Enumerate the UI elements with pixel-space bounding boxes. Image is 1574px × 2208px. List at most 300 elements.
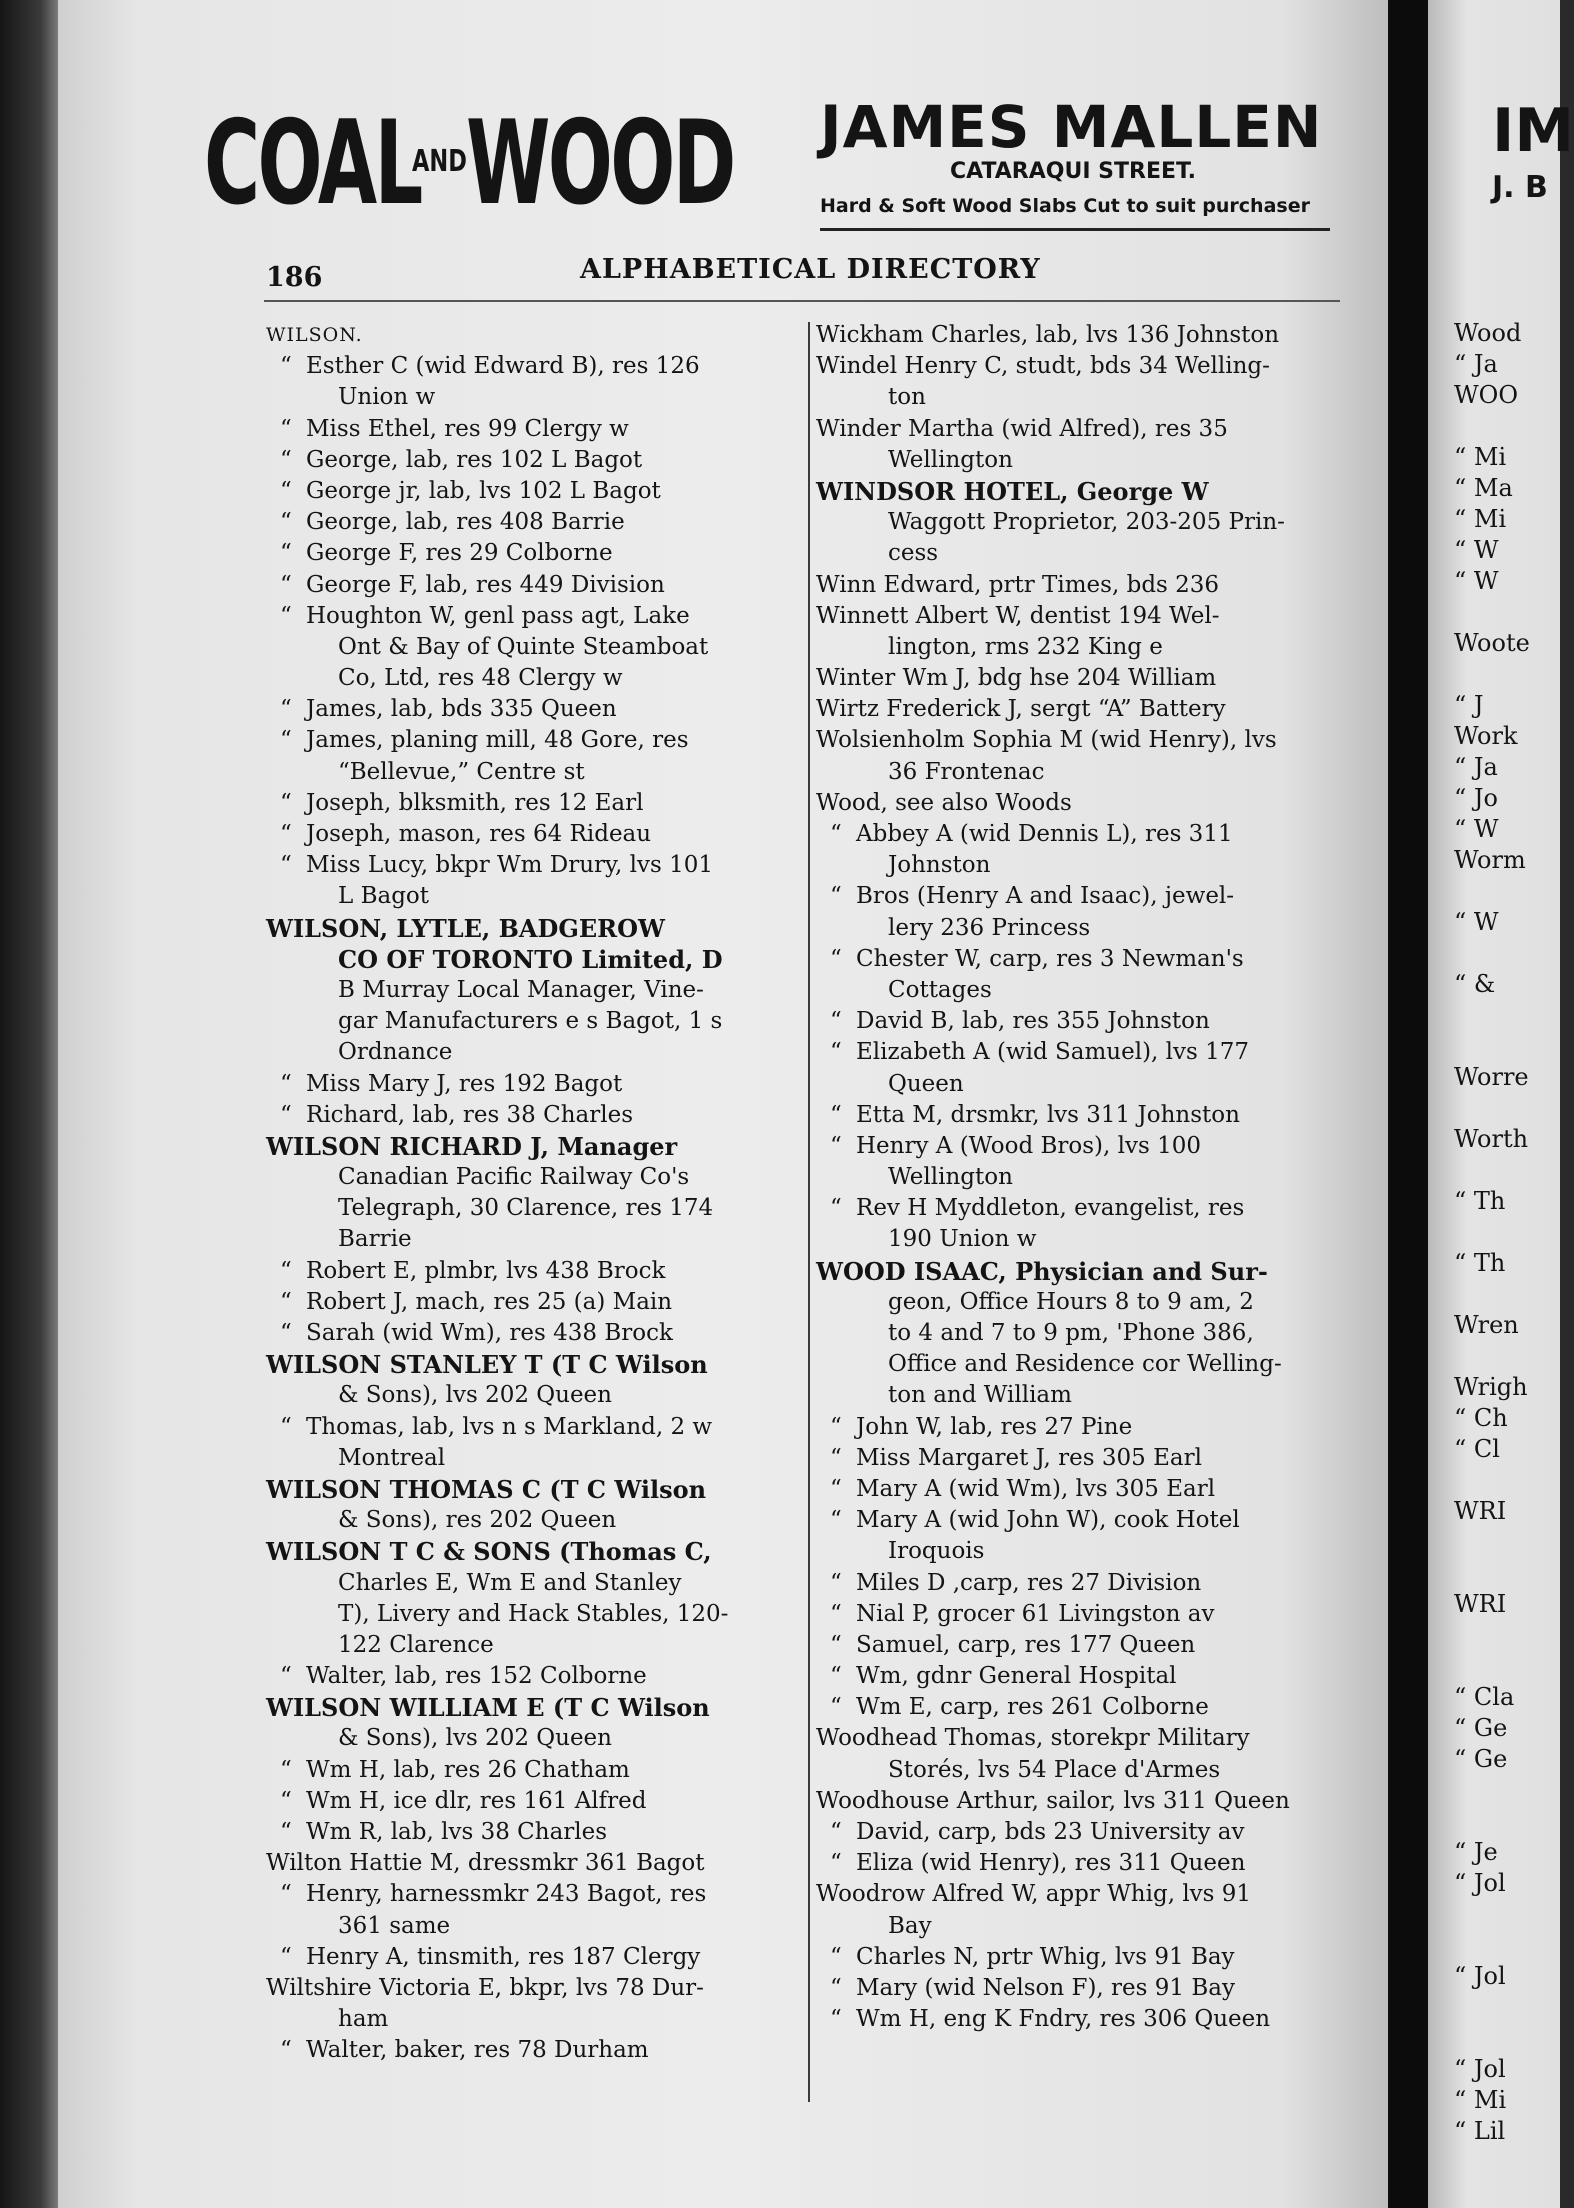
entry-text: Elizabeth A (wid Samuel), lvs 177 (856, 1039, 1250, 1066)
entry-text: Wm E, carp, res 261 Colborne (856, 1694, 1209, 1721)
facing-page-line (1392, 1651, 1530, 1682)
directory-entry-line (816, 1006, 1356, 1037)
directory-entry-line (266, 351, 806, 382)
facing-page-line (1392, 1093, 1530, 1124)
facing-page-line (1392, 597, 1530, 628)
header-rule (264, 300, 1340, 302)
ditto-mark: “ (830, 1507, 842, 1534)
ditto-mark: “ (830, 1663, 842, 1690)
directory-entry-line (816, 1536, 1356, 1567)
directory-entry-line (816, 1942, 1356, 1973)
facing-page-line (1392, 1775, 1530, 1806)
facing-page-line: “ W (1454, 567, 1499, 595)
entry-text: B Murray Local Manager, Vine- (338, 976, 704, 1003)
ditto-mark: “ (830, 1943, 842, 1970)
directory-entry-line (266, 1037, 806, 1068)
facing-page-line (1392, 1465, 1530, 1496)
facing-page-line (1392, 1155, 1530, 1186)
ditto-mark: “ (280, 446, 292, 473)
directory-entry-line (266, 1380, 806, 1411)
entry-text: gar Manufacturers e s Bagot, 1 s (338, 1008, 723, 1035)
directory-entry-line (266, 1817, 806, 1848)
entry-text: Charles E, Wm E and Stanley (338, 1569, 682, 1596)
facing-page-line: Woote (1454, 629, 1530, 657)
facing-page-line: “ Ch (1454, 1404, 1508, 1432)
entry-text: John W, lab, res 27 Pine (856, 1413, 1133, 1440)
ditto-mark: “ (280, 1787, 292, 1814)
entry-text: Wellington (888, 446, 1013, 473)
entry-text: Wm H, eng K Fndry, res 306 Queen (856, 2006, 1271, 2033)
facing-page-line: “ Ja (1454, 753, 1498, 781)
entry-text: cess (888, 540, 939, 567)
entry-text: Wood, see also Woods (816, 789, 1072, 816)
entry-text: to 4 and 7 to 9 pm, 'Phone 386, (888, 1320, 1254, 1346)
ditto-mark: “ (830, 945, 842, 972)
ditto-mark: “ (830, 1569, 842, 1596)
entry-text: 36 Frontenac (888, 758, 1045, 785)
directory-entry-line (266, 1942, 806, 1973)
facing-page-line: “ Jol (1454, 1869, 1506, 1897)
directory-entry-line (816, 1162, 1356, 1193)
directory-entry-line (816, 1817, 1356, 1848)
directory-entry-line (816, 1848, 1356, 1879)
facing-page-line: Wren (1454, 1311, 1519, 1339)
directory-entry-line (816, 2004, 1356, 2035)
directory-entry-line (816, 1911, 1356, 1942)
facing-page-line: “ Jol (1454, 1962, 1506, 1990)
entry-text: George, lab, res 102 L Bagot (306, 446, 643, 473)
ditto-mark: “ (830, 1413, 842, 1440)
directory-entry-line (816, 1349, 1356, 1380)
directory-entry-line (816, 1973, 1356, 2004)
directory-entry-line (816, 819, 1356, 850)
directory-entry-line (266, 1224, 806, 1255)
entry-text: Walter, lab, res 152 Colborne (306, 1663, 647, 1690)
entry-text: Richard, lab, res 38 Charles (306, 1101, 634, 1128)
ad-wood-word: WOOD (466, 96, 734, 231)
entry-text: Miss Mary J, res 192 Bagot (306, 1070, 623, 1097)
entry-text: Miles D ,carp, res 27 Division (856, 1569, 1202, 1596)
entry-text: ham (338, 2006, 389, 2033)
facing-page-line: WRI (1454, 1590, 1507, 1618)
directory-entry-line (266, 1911, 806, 1942)
facing-page-line (1392, 1620, 1530, 1651)
facing-page-line: Worre (1454, 1063, 1529, 1091)
directory-entry-line (816, 913, 1356, 944)
ditto-mark: “ (830, 1008, 842, 1035)
ditto-mark: “ (280, 1881, 292, 1908)
facing-page-line (1392, 1899, 1530, 1930)
entry-text: Waggott Proprietor, 203-205 Prin- (888, 509, 1285, 536)
directory-entry-line (816, 1786, 1356, 1817)
entry-text: Canadian Pacific Railway Co's (338, 1164, 690, 1191)
entry-text: Eliza (wid Henry), res 311 Queen (856, 1850, 1246, 1877)
ditto-mark: “ (280, 571, 292, 598)
directory-entry-line (816, 1224, 1356, 1255)
facing-page-line: WRI (1454, 1497, 1507, 1525)
facing-page-line (1392, 1279, 1530, 1310)
directory-entry-line (266, 1069, 806, 1100)
right-column (816, 320, 1356, 2035)
directory-entry-line (266, 1256, 806, 1287)
entry-text: Charles N, prtr Whig, lvs 91 Bay (856, 1943, 1235, 1970)
ditto-mark: “ (830, 1444, 842, 1471)
facing-page-line: “ Je (1454, 1838, 1498, 1866)
entry-text: Walter, baker, res 78 Durham (306, 2037, 649, 2064)
directory-entry-line (266, 1786, 806, 1817)
directory-entry-line (816, 1256, 1356, 1287)
ditto-mark: “ (830, 1475, 842, 1502)
entry-text: Miss Lucy, bkpr Wm Drury, lvs 101 (306, 852, 713, 879)
entry-text: Houghton W, genl pass agt, Lake (306, 602, 690, 629)
facing-page-line: “ W (1454, 815, 1499, 843)
directory-entry-line (816, 601, 1356, 632)
directory-entry-line (266, 913, 806, 944)
directory-entry-line (816, 757, 1356, 788)
running-head: ALPHABETICAL DIRECTORY (580, 254, 1041, 285)
directory-entry-line (816, 1037, 1356, 1068)
directory-entry-line (816, 1755, 1356, 1786)
facing-page-line (1392, 1341, 1530, 1372)
facing-page-line: “ Jol (1454, 2055, 1506, 2083)
entry-text: Abbey A (wid Dennis L), res 311 (856, 821, 1233, 847)
ditto-mark: “ (830, 1974, 842, 2001)
ditto-mark: “ (280, 602, 292, 629)
page-number: 186 (266, 262, 323, 293)
directory-entry-line (266, 1162, 806, 1193)
entry-text: Iroquois (888, 1538, 985, 1565)
directory-entry-line (266, 1505, 806, 1536)
facing-page-line: “ Lil (1454, 2117, 1506, 2145)
directory-entry-line (266, 1630, 806, 1661)
ditto-mark: “ (280, 2037, 292, 2064)
directory-entry-line (266, 694, 806, 725)
entry-text: Esther C (wid Edward B), res 126 (306, 353, 700, 380)
directory-entry-line (816, 1131, 1356, 1162)
entry-text: George, lab, res 408 Barrie (306, 509, 625, 536)
directory-entry-line (816, 632, 1356, 663)
facing-page-subhead: J. B (1492, 170, 1548, 205)
facing-page (1428, 0, 1574, 2208)
entry-text: lington, rms 232 King e (888, 633, 1163, 660)
directory-entry-line (816, 1100, 1356, 1131)
ditto-mark: “ (830, 2006, 842, 2033)
directory-entry-line (816, 881, 1356, 912)
ad-merchant-block (820, 93, 1340, 220)
ditto-mark: “ (280, 509, 292, 536)
directory-entry-line (266, 757, 806, 788)
ditto-mark: “ (280, 696, 292, 723)
entry-text: Barrie (338, 1226, 412, 1253)
directory-entry-line (816, 538, 1356, 569)
directory-entry-line (816, 788, 1356, 819)
entry-text: Mary (wid Nelson F), res 91 Bay (856, 1974, 1235, 2001)
entry-text: Storés, lvs 54 Place d'Armes (888, 1756, 1221, 1783)
entry-text: Wolsienholm Sophia M (wid Henry), lvs (816, 727, 1277, 754)
entry-text: Winter Wm J, bdg hse 204 William (816, 665, 1217, 692)
ditto-mark: “ (280, 353, 292, 380)
facing-page-line (1392, 876, 1530, 907)
directory-entry-line (816, 1568, 1356, 1599)
directory-entry-line (266, 1536, 806, 1567)
entry-text: & Sons), res 202 Queen (338, 1507, 617, 1534)
entry-text: George F, lab, res 449 Division (306, 571, 665, 598)
entry-text: Robert E, plmbr, lvs 438 Brock (306, 1257, 666, 1284)
directory-entry-line (266, 881, 806, 912)
entry-text: Wm H, lab, res 26 Chatham (306, 1756, 630, 1783)
ditto-mark: “ (280, 1413, 292, 1440)
directory-entry-line (266, 1131, 806, 1162)
ad-coal-word: COAL (204, 96, 421, 231)
directory-entry-line (816, 725, 1356, 756)
facing-page-line: “ Ge (1454, 1714, 1508, 1742)
facing-page-line: “ J (1454, 691, 1484, 719)
left-column (266, 320, 806, 2067)
directory-entry-line (816, 1692, 1356, 1723)
directory-entry-line (816, 975, 1356, 1006)
directory-entry-line (816, 663, 1356, 694)
entry-text: Montreal (338, 1444, 446, 1471)
directory-entry-line (266, 2035, 806, 2066)
entry-text: Henry, harnessmkr 243 Bagot, res (306, 1881, 707, 1908)
directory-entry-line (266, 632, 806, 663)
entry-text: Woodhead Thomas, storekpr Military (816, 1725, 1250, 1752)
entry-text: Chester W, carp, res 3 Newman's (856, 945, 1244, 972)
facing-page-line: “ Mi (1454, 443, 1507, 471)
directory-entry-line (266, 663, 806, 694)
directory-entry-line (266, 1287, 806, 1318)
ditto-mark: “ (280, 1943, 292, 1970)
facing-page-line: “ Th (1454, 1249, 1506, 1277)
ditto-mark: “ (830, 1600, 842, 1627)
entry-text: ton and William (888, 1382, 1072, 1409)
entry-text: Miss Ethel, res 99 Clergy w (306, 415, 629, 442)
entry-text: lery 236 Princess (888, 914, 1091, 941)
entry-text: Thomas, lab, lvs n s Markland, 2 w (306, 1413, 713, 1440)
directory-entry-line (266, 1599, 806, 1630)
ditto-mark: “ (280, 727, 292, 754)
directory-entry-line (266, 507, 806, 538)
entry-text: WILSON, LYTLE, BADGEROW (266, 913, 665, 943)
ditto-mark: “ (280, 1070, 292, 1097)
entry-text: T), Livery and Hack Stables, 120- (338, 1600, 729, 1627)
entry-text: Henry A, tinsmith, res 187 Clergy (306, 1943, 701, 1970)
facing-page-line: Wood (1454, 319, 1522, 347)
directory-entry-line (266, 725, 806, 756)
ditto-mark: “ (280, 789, 292, 816)
ditto-mark: “ (280, 1288, 292, 1315)
directory-entry-line (266, 1412, 806, 1443)
facing-page-line: “ Cl (1454, 1435, 1500, 1463)
ditto-mark: “ (280, 1819, 292, 1845)
entry-text: Cottages (888, 976, 992, 1003)
entry-text: James, planing mill, 48 Gore, res (306, 727, 689, 754)
directory-entry-line (816, 476, 1356, 507)
ditto-mark: “ (280, 1320, 292, 1346)
column-divider (808, 322, 810, 2102)
directory-entry-line (816, 850, 1356, 881)
ditto-mark: “ (830, 1694, 842, 1721)
entry-text: Queen (888, 1070, 964, 1097)
directory-entry-line (816, 414, 1356, 445)
directory-entry-line (816, 1380, 1356, 1411)
ditto-mark: “ (830, 821, 842, 847)
facing-page-line: “ Cla (1454, 1683, 1515, 1711)
entry-text: Samuel, carp, res 177 Queen (856, 1631, 1196, 1658)
directory-entry-line (266, 538, 806, 569)
facing-page-line (1392, 1031, 1530, 1062)
facing-page-line: “ Mi (1454, 2086, 1507, 2114)
ditto-mark: “ (830, 1819, 842, 1845)
entry-text: Johnston (888, 852, 991, 879)
directory-entry-line (266, 382, 806, 413)
directory-entry-line (816, 1287, 1356, 1318)
directory-entry-line (816, 382, 1356, 413)
entry-text: ton (888, 384, 926, 411)
directory-entry-line (816, 1879, 1356, 1910)
entry-text: & Sons), lvs 202 Queen (338, 1725, 612, 1752)
ad-merchant-name: JAMES MALLEN (820, 93, 1323, 161)
entry-text: David, carp, bds 23 University av (856, 1819, 1245, 1845)
directory-entry-line (266, 944, 806, 975)
directory-entry-line (266, 1755, 806, 1786)
entry-text: Wickham Charles, lab, lvs 136 Johnston (816, 322, 1280, 348)
entry-text: Office and Residence cor Welling- (888, 1351, 1282, 1378)
ditto-mark: “ (280, 821, 292, 847)
facing-page-line: Wrigh (1454, 1373, 1528, 1401)
facing-page-line: “ Ma (1454, 474, 1513, 502)
directory-entry-line (266, 601, 806, 632)
entry-text: Wm H, ice dlr, res 161 Alfred (306, 1787, 647, 1814)
directory-entry-line (816, 1505, 1356, 1536)
entry-text: Robert J, mach, res 25 (a) Main (306, 1288, 673, 1315)
facing-page-line (1392, 1930, 1530, 1961)
entry-text: WILSON STANLEY T (T C Wilson (266, 1350, 708, 1380)
directory-entry-line (266, 1848, 806, 1879)
entry-text: 122 Clarence (338, 1631, 494, 1658)
facing-page-lines (1392, 318, 1530, 2147)
facing-page-line: Work (1454, 722, 1518, 750)
directory-entry-line (816, 1599, 1356, 1630)
entry-text: Ordnance (338, 1039, 453, 1066)
entry-text: Telegraph, 30 Clarence, res 174 (338, 1195, 714, 1222)
ad-street: CATARAQUI STREET. (950, 159, 1197, 184)
directory-entry-line (266, 1193, 806, 1224)
entry-text: Miss Margaret J, res 305 Earl (856, 1444, 1202, 1471)
entry-text: Winn Edward, prtr Times, bds 236 (816, 571, 1220, 598)
facing-page-line: Worm (1454, 846, 1526, 874)
directory-entry-line (816, 1193, 1356, 1224)
directory-entry-line (816, 944, 1356, 975)
entry-text: Nial P, grocer 61 Livingston av (856, 1600, 1215, 1627)
directory-entry-line (266, 476, 806, 507)
facing-page-line: “ & (1454, 970, 1496, 998)
directory-entry-line (816, 1474, 1356, 1505)
ditto-mark: “ (280, 1257, 292, 1284)
directory-entry-line (266, 2004, 806, 2035)
facing-page-line (1392, 1806, 1530, 1837)
entry-text: WILSON THOMAS C (T C Wilson (266, 1474, 707, 1504)
directory-entry-line (266, 850, 806, 881)
entry-text: “Bellevue,” Centre st (338, 758, 585, 785)
entry-text: 361 same (338, 1912, 451, 1939)
entry-text: Winnett Albert W, dentist 194 Wel- (816, 602, 1220, 629)
directory-entry-line (816, 320, 1356, 351)
directory-entry-line (266, 1879, 806, 1910)
directory-entry-line (816, 445, 1356, 476)
entry-text: Etta M, drsmkr, lvs 311 Johnston (856, 1101, 1240, 1128)
entry-text: Co, Ltd, res 48 Clergy w (338, 665, 623, 692)
entry-text: David B, lab, res 355 Johnston (856, 1008, 1210, 1035)
entry-text: Woodrow Alfred W, appr Whig, lvs 91 (816, 1881, 1252, 1908)
facing-page-line (1392, 659, 1530, 690)
directory-entry-line (816, 507, 1356, 538)
entry-text: 190 Union w (888, 1226, 1037, 1253)
entry-text: Sarah (wid Wm), res 438 Brock (306, 1320, 673, 1346)
entry-text: Wirtz Frederick J, sergt “A” Battery (816, 696, 1226, 723)
directory-entry-line (266, 1318, 806, 1349)
directory-entry-line (266, 414, 806, 445)
facing-page-line: Worth (1454, 1125, 1529, 1153)
entry-text: Ont & Bay of Quinte Steamboat (338, 633, 709, 660)
entry-text: Wm R, lab, lvs 38 Charles (306, 1819, 608, 1845)
facing-page-line: “ Ja (1454, 350, 1498, 378)
directory-entry-line (266, 1692, 806, 1723)
ditto-mark: “ (280, 540, 292, 567)
entry-text: WILSON WILLIAM E (T C Wilson (266, 1693, 710, 1723)
directory-entry-line (816, 1661, 1356, 1692)
directory-entry-line (266, 975, 806, 1006)
facing-page-line: “ W (1454, 908, 1499, 936)
entry-text: Bros (Henry A and Isaac), jewel- (856, 883, 1235, 910)
directory-entry-line (266, 1474, 806, 1505)
facing-page-line (1392, 1558, 1530, 1589)
entry-text: Woodhouse Arthur, sailor, lvs 311 Queen (816, 1787, 1290, 1814)
directory-entry-line (816, 1630, 1356, 1661)
ditto-mark: “ (280, 1756, 292, 1783)
directory-entry-line (266, 1443, 806, 1474)
entry-text: Wilton Hattie M, dressmkr 361 Bagot (266, 1850, 705, 1877)
entry-text: WINDSOR HOTEL, George W (816, 476, 1209, 506)
entry-text: George F, res 29 Colborne (306, 540, 613, 567)
ad-tagline: Hard & Soft Wood Slabs Cut to suit purchaser (820, 195, 1310, 217)
scan-left-edge (0, 0, 58, 2208)
ditto-mark: “ (830, 1850, 842, 1877)
entry-text: WOOD ISAAC, Physician and Sur- (816, 1256, 1268, 1286)
ad-and-word: AND (412, 144, 467, 179)
directory-entry-line (816, 1069, 1356, 1100)
directory-entry-line (266, 445, 806, 476)
entry-text: WILSON. (266, 324, 363, 346)
facing-page-line (1392, 1217, 1530, 1248)
directory-entry-line (816, 1723, 1356, 1754)
facing-page-line: “ Jo (1454, 784, 1498, 812)
entry-text: Bay (888, 1912, 932, 1939)
entry-text: Joseph, blksmith, res 12 Earl (306, 789, 644, 816)
facing-page-line: WOO (1454, 381, 1519, 409)
directory-entry-line (266, 1349, 806, 1380)
entry-text: WILSON RICHARD J, Manager (266, 1131, 678, 1161)
entry-text: CO OF TORONTO Limited, D (338, 944, 723, 974)
facing-page-line: “ Th (1454, 1187, 1506, 1215)
ditto-mark: “ (280, 415, 292, 442)
ditto-mark: “ (280, 477, 292, 504)
directory-entry-line (266, 1006, 806, 1037)
facing-page-line (1392, 1000, 1530, 1031)
directory-entry-line (266, 788, 806, 819)
entry-text: Wiltshire Victoria E, bkpr, lvs 78 Dur- (266, 1974, 704, 2001)
directory-entry-line (266, 570, 806, 601)
